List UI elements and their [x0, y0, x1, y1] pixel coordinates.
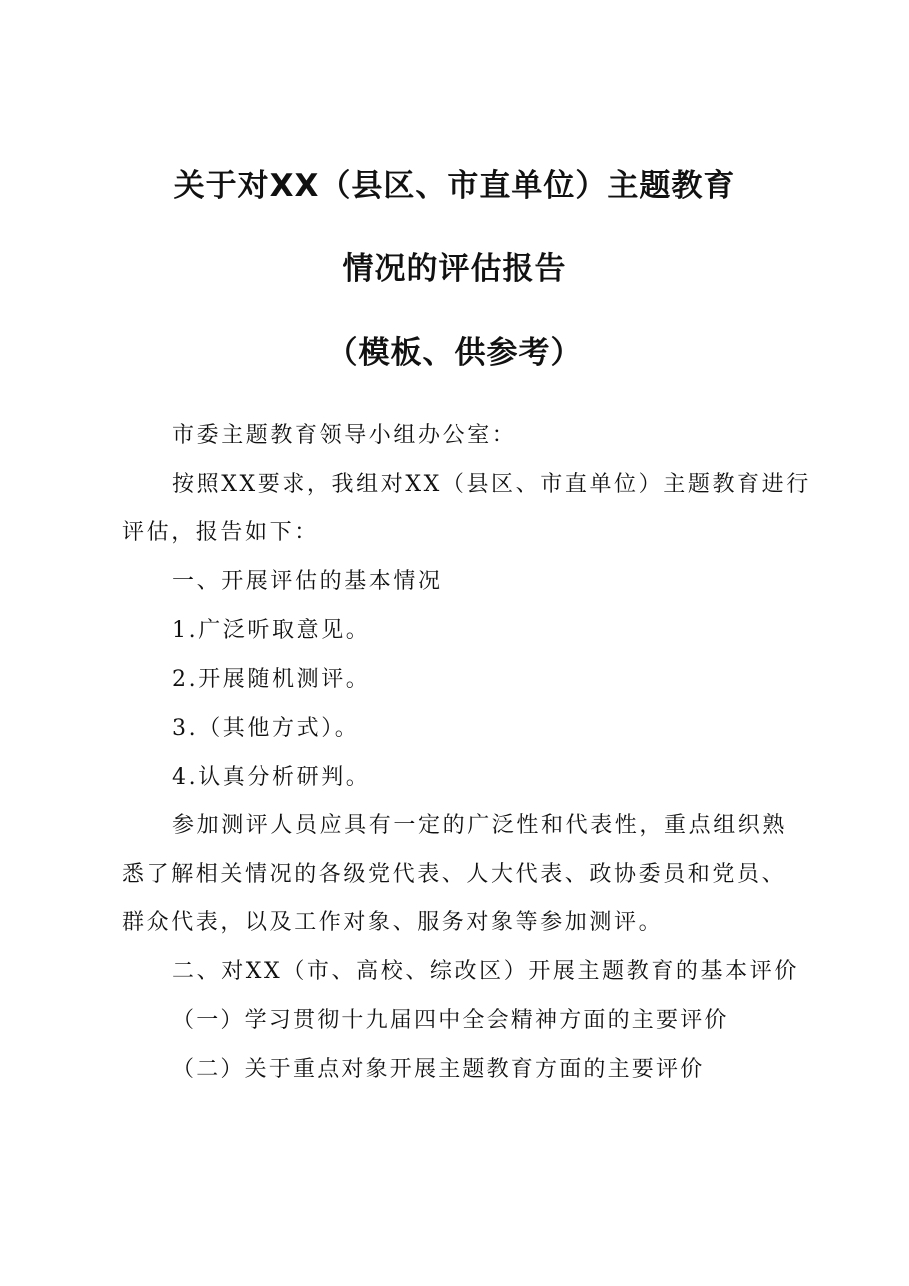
- list-item: 4.认真分析研判。: [172, 765, 371, 790]
- document-title-line3: （模板、供参考）: [326, 335, 583, 371]
- subsection2-heading: （二）关于重点对象开展主题教育方面的主要评价: [172, 1057, 705, 1082]
- participants-paragraph-line2: 悉了解相关情况的各级党代表、人大代表、政协委员和党员、: [122, 862, 787, 887]
- subsection1-heading: （一）学习贯彻十九届四中全会精神方面的主要评价: [172, 1008, 729, 1033]
- participants-paragraph-line3: 群众代表，以及工作对象、服务对象等参加测评。: [122, 910, 664, 935]
- intro-paragraph-line1: 按照XX要求，我组对XX（县区、市直单位）主题教育进行: [172, 472, 811, 497]
- list-item: 3.（其他方式）。: [172, 716, 360, 741]
- participants-paragraph-line1: 参加测评人员应具有一定的广泛性和代表性，重点组织熟: [172, 813, 788, 838]
- document-title-line1: 关于对XX（县区、市直单位）主题教育: [173, 168, 736, 204]
- document-title-line2: 情况的评估报告: [342, 251, 567, 287]
- intro-paragraph-line2: 评估，报告如下：: [122, 520, 319, 545]
- list-item: 1.广泛听取意见。: [172, 618, 371, 643]
- section2-heading: 二、对XX（市、高校、综改区）开展主题教育的基本评价: [172, 959, 799, 984]
- section1-heading: 一、开展评估的基本情况: [172, 569, 443, 594]
- list-item: 2.开展随机测评。: [172, 667, 371, 692]
- salutation: 市委主题教育领导小组办公室：: [172, 423, 517, 448]
